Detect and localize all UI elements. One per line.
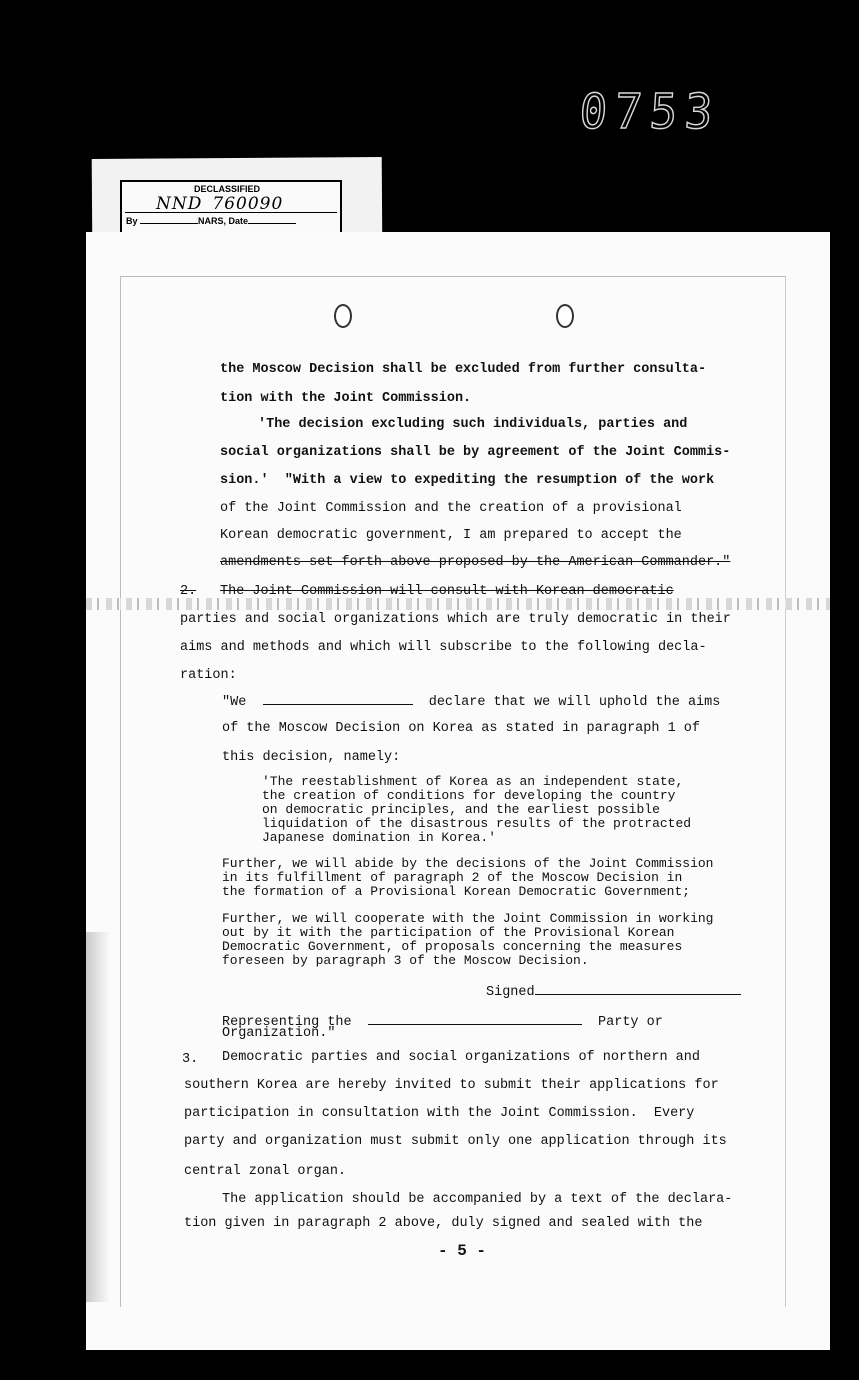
punch-hole-left — [334, 304, 352, 328]
further-cooperate-line: Further, we will cooperate with the Joint Commission in working — [222, 911, 714, 926]
stamp-divider — [125, 212, 337, 213]
para2-line: aims and methods and which will subscribe to the following decla- — [180, 640, 707, 655]
amendment-line: sion.' "With a view to expediting the resumption of the work — [220, 473, 715, 488]
stamp-by-label: By — [126, 216, 138, 226]
declassified-stamp — [120, 180, 342, 236]
amendment-line: social organizations shall be by agreement of the Joint Commis- — [220, 445, 731, 460]
continuation-line: tion with the Joint Commission. — [220, 391, 472, 406]
amendment-line: 'The decision excluding such individuals, parties and — [258, 417, 688, 432]
amendment-line: Korean democratic government, I am prepared to accept the — [220, 528, 682, 543]
organization-label: Organization." — [222, 1026, 336, 1041]
signed-line — [486, 982, 741, 1001]
para2-line: The Joint Commission will consult with Korean democratic — [220, 584, 674, 599]
objective-quote-line: Japanese domination in Korea.' — [262, 830, 497, 845]
page-number: - 5 - — [438, 1242, 487, 1260]
objective-quote-line: the creation of conditions for developing the country — [262, 788, 676, 803]
para2-line: parties and social organizations which are truly democratic in their — [180, 612, 731, 627]
party-name-blank — [263, 692, 413, 705]
objective-quote-line: liquidation of the disastrous results of the protracted — [262, 816, 692, 831]
declaration-line: this decision, namely: — [222, 750, 401, 765]
application-line: tion given in paragraph 2 above, duly signed and sealed with the — [184, 1216, 703, 1231]
further-abide-line: Further, we will abide by the decisions of the Joint Commission — [222, 856, 714, 871]
para2-line: ration: — [180, 668, 237, 683]
stamp-date-blank — [248, 223, 296, 224]
objective-quote-line: on democratic principles, and the earliest possible — [262, 802, 660, 817]
further-abide-line: the formation of a Provisional Korean Democratic Government; — [222, 884, 691, 899]
signed-label: Signed — [486, 985, 535, 1000]
para3-line: central zonal organ. — [184, 1164, 347, 1179]
application-line: The application should be accompanied by a text of the declara- — [222, 1192, 733, 1207]
frame-number: 0753 — [577, 84, 722, 140]
stamp-by-row — [126, 216, 296, 226]
declaration-we-rest: declare that we will uphold the aims — [428, 695, 721, 710]
signature-blank — [535, 982, 741, 995]
objective-quote-line: 'The reestablishment of Korea as an independent state, — [262, 774, 684, 789]
party-or-label: Party or — [598, 1015, 663, 1030]
page-shadow — [86, 932, 110, 1302]
stamp-nars-date-label: NARS, Date — [198, 216, 249, 226]
organization-name-blank — [368, 1012, 582, 1025]
further-abide-line: in its fulfillment of paragraph 2 of the Moscow Decision in — [222, 870, 683, 885]
representing-label: Representing the — [222, 1015, 352, 1030]
stamp-number: 760090 — [212, 194, 284, 214]
amendment-line: amendments set forth above proposed by the American Commander." — [220, 555, 731, 570]
further-cooperate-line: Democratic Government, of proposals concerning the measures — [222, 939, 683, 954]
para3-line: party and organization must submit only one application through its — [184, 1134, 727, 1149]
punch-hole-right — [556, 304, 574, 328]
further-cooperate-line: foreseen by paragraph 3 of the Moscow Decision. — [222, 953, 589, 968]
declaration-we — [222, 692, 720, 711]
amendment-line: of the Joint Commission and the creation of a provisional — [220, 501, 682, 516]
further-cooperate-line: out by it with the participation of the Provisional Korean — [222, 925, 675, 940]
para2-number: 2. — [180, 584, 197, 599]
document-page — [86, 232, 830, 1350]
stamp-authority: NND — [156, 194, 203, 214]
stamp-by-blank — [140, 223, 198, 224]
para3-line: Democratic parties and social organizations of northern and — [222, 1050, 700, 1065]
stamp-title: DECLASSIFIED — [194, 184, 261, 194]
para3-line: southern Korea are hereby invited to submit their applications for — [184, 1078, 719, 1093]
declaration-line: of the Moscow Decision on Korea as stated in paragraph 1 of — [222, 721, 700, 736]
para3-line: participation in consultation with the Joint Commission. Every — [184, 1106, 695, 1121]
para3-number: 3. — [182, 1052, 199, 1067]
declaration-we-open: "We — [222, 695, 247, 710]
stamp-reference — [156, 194, 283, 214]
continuation-line: the Moscow Decision shall be excluded from further consulta- — [220, 362, 707, 377]
